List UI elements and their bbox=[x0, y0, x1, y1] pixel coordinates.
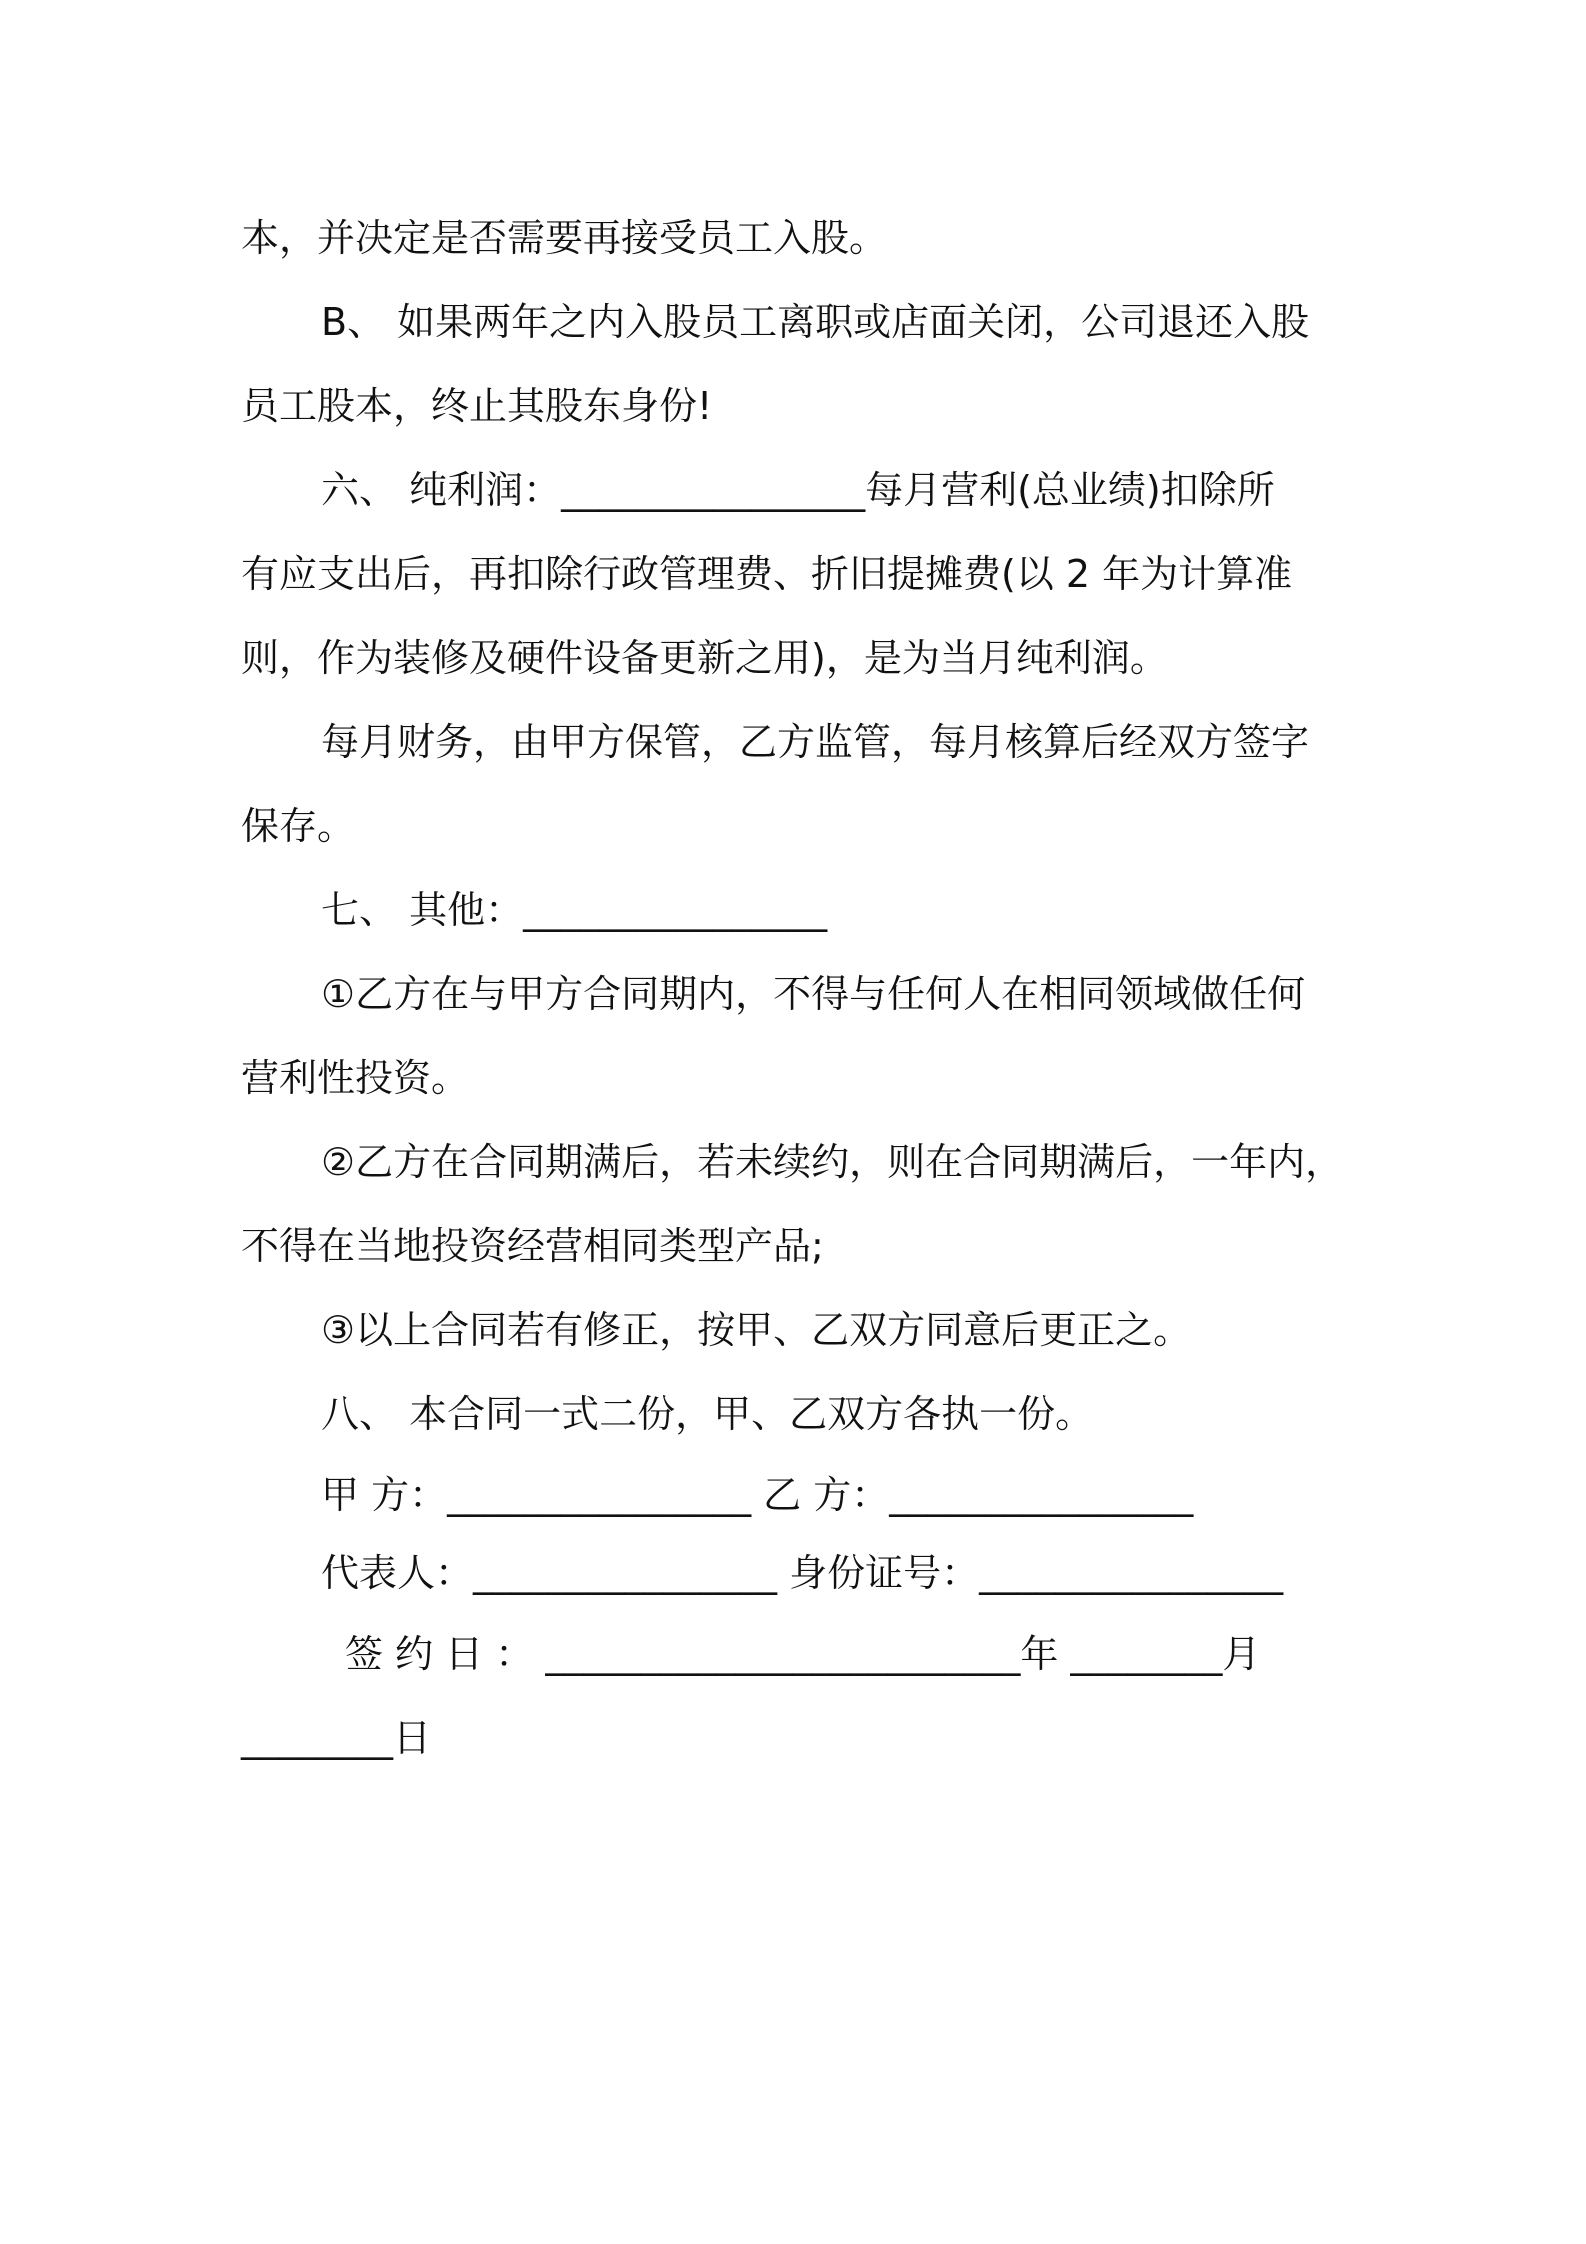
clause-b-line: B、 如果两年之内入股员工离职或店面关闭，公司退还入股 bbox=[321, 300, 1310, 344]
paragraph-line: 员工股本，终止其股东身份! bbox=[241, 384, 713, 428]
paragraph-line: 本，并决定是否需要再接受员工入股。 bbox=[241, 216, 888, 260]
clause-seven-item-1: ①乙方在与甲方合同期内，不得与任何人在相同领域做任何 bbox=[321, 972, 1306, 1016]
sign-date-line: 签 约 日 ： _________________________年 ________月 bbox=[345, 1632, 1261, 1676]
representative-line: 代表人：________________ 身份证号：________________ bbox=[321, 1551, 1284, 1595]
paragraph-line: 营利性投资。 bbox=[241, 1056, 470, 1100]
paragraph-line: 不得在当地投资经营相同类型产品; bbox=[241, 1224, 824, 1268]
party-signature-line: 甲 方：________________ 乙 方：________________ bbox=[321, 1473, 1194, 1517]
paragraph-line: 则，作为装修及硬件设备更新之用)，是为当月纯利润。 bbox=[241, 636, 1168, 680]
finance-paragraph: 每月财务，由甲方保管，乙方监管，每月核算后经双方签字 bbox=[321, 720, 1310, 764]
clause-seven-item-3: ③以上合同若有修正，按甲、乙双方同意后更正之。 bbox=[321, 1308, 1192, 1352]
clause-seven-heading: 七、 其他：________________ bbox=[321, 888, 828, 932]
paragraph-line: 保存。 bbox=[241, 804, 356, 848]
clause-eight: 八、 本合同一式二份，甲、乙双方各执一份。 bbox=[321, 1392, 1094, 1436]
clause-seven-item-2: ②乙方在合同期满后，若未续约，则在合同期满后，一年内， bbox=[321, 1140, 1344, 1184]
clause-six-heading: 六、 纯利润：________________每月营利(总业绩)扣除所 bbox=[321, 468, 1275, 512]
sign-day-line: ________日 bbox=[241, 1716, 432, 1760]
contract-body bbox=[241, 196, 1355, 1780]
paragraph-line: 有应支出后，再扣除行政管理费、折旧提摊费(以 2 年为计算准 bbox=[241, 552, 1293, 596]
